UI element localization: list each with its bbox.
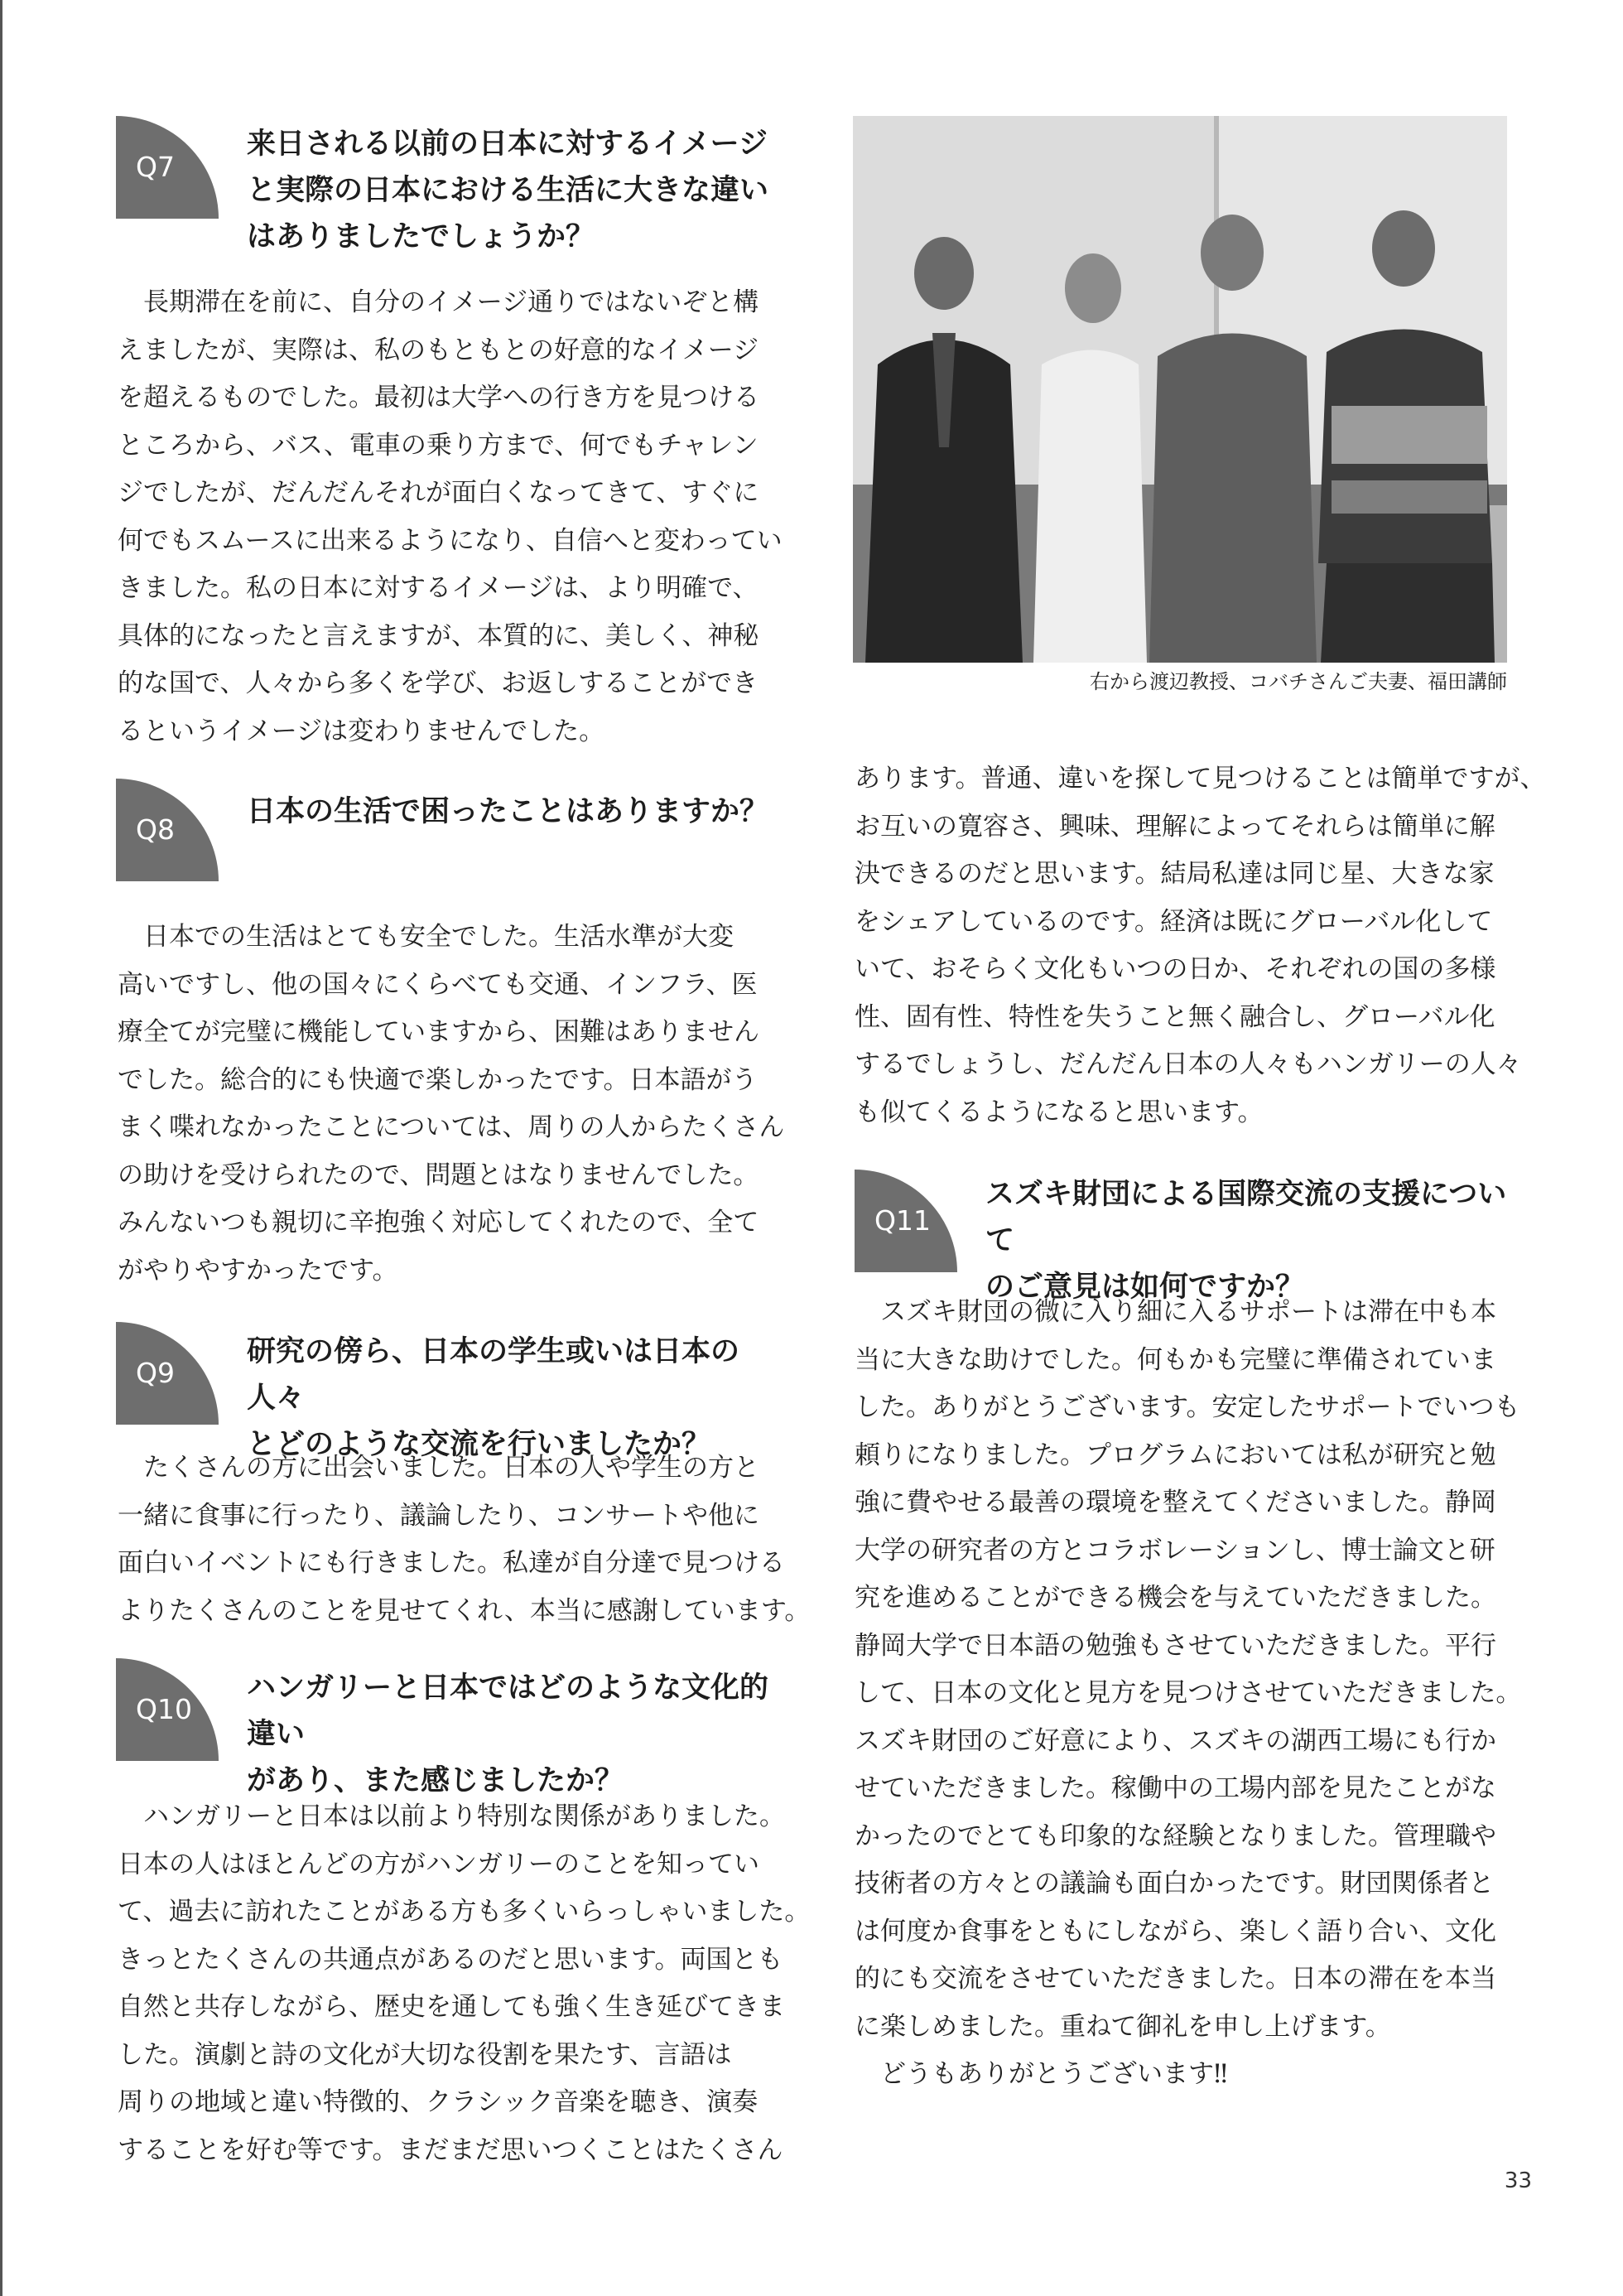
text-line: 静岡大学で日本語の勉強もさせていただきました。平行 [855, 1630, 1496, 1661]
text-line: も似てくるようになると思います。 [855, 1097, 1264, 1127]
text-line: 日本での生活はとても安全でした。生活水準が大変 [143, 922, 734, 952]
text-line: 自然と共存しながら、歴史を通しても強く生き延びてきま [118, 1992, 785, 2022]
text-line: して、日本の文化と見方を見つけさせていただきました。 [855, 1678, 1522, 1708]
text-line: きました。私の日本に対するイメージは、より明確で、 [118, 573, 759, 603]
text-line: スズキ財団のご好意により、スズキの湖西工場にも行か [855, 1725, 1496, 1756]
text-line: 高いですし、他の国々にくらべても交通、インフラ、医 [118, 969, 758, 1000]
text-line: の助けを受けられたので、問題とはなりませんでした。 [118, 1160, 759, 1190]
badge-label: Q8 [136, 813, 175, 846]
text-line: 当に大きな助けでした。何もかも完璧に準備されていま [855, 1344, 1496, 1375]
question-badge-q9 [116, 1322, 219, 1425]
text-line: するでしょうし、だんだん日本の人々もハンガリーの人々 [855, 1049, 1522, 1079]
title-line: ハンガリーと日本ではどのような文化的違い [247, 1671, 769, 1751]
text-line: に楽しめました。重ねて御礼を申し上げます。 [855, 2011, 1391, 2042]
text-line: 技術者の方々との議論も面白かったです。財団関係者と [855, 1869, 1495, 1898]
badge-label: Q11 [874, 1204, 931, 1237]
text-line: まく喋れなかったことについては、周りの人からたくさん [118, 1112, 785, 1142]
text-line: 具体的になったと言えますが、本質的に、美しく、神秘 [118, 620, 759, 651]
title-line: はありましたでしょうか？ [247, 220, 595, 253]
text-line: 性、固有性、特性を失うこと無く融合し、グローバル化 [855, 1001, 1495, 1032]
text-line: あります。普通、違いを探して見つけることは簡単ですが、 [855, 764, 1546, 793]
text-line: て、過去に訪れたことがある方も多くいらっしゃいました。 [118, 1897, 811, 1927]
answer-q11 [855, 1289, 1522, 2099]
text-line: ところから、バス、電車の乗り方まで、何でもチャレン [118, 430, 759, 461]
answer-q10 [118, 1793, 811, 2174]
text-line: でした。総合的にも快適で楽しかったです。日本語がう [118, 1064, 758, 1095]
title-line: と実際の日本における生活に大きな違い [247, 174, 769, 207]
group-photo-image [853, 116, 1507, 663]
text-line: 頼りになりました。プログラムにおいては私が研究と勉 [855, 1440, 1496, 1470]
text-line: がやりやすかったです。 [118, 1255, 398, 1285]
question-badge-q7 [116, 116, 219, 219]
answer-q8 [118, 914, 785, 1295]
text-line: 的にも交流をさせていただきました。日本の滞在を本当 [855, 1964, 1496, 1994]
badge-label: Q10 [136, 1693, 192, 1725]
text-line: 面白いイベントにも行きました。私達が自分達で見つける [118, 1548, 785, 1578]
group-photo [853, 116, 1507, 663]
text-line: いて、おそらく文化もいつの日か、それぞれの国の多様 [855, 954, 1496, 984]
text-line: よりたくさんのことを見せてくれ、本当に感謝しています。 [118, 1595, 811, 1626]
text-line: えましたが、実際は、私のもともとの好意的なイメージ [118, 335, 759, 365]
question-title-q8 [247, 789, 793, 835]
text-line: 強に費やせる最善の環境を整えてくださいました。静岡 [855, 1488, 1496, 1517]
text-line: 大学の研究者の方とコラボレーションし、博士論文と研 [855, 1535, 1495, 1565]
text-line: たくさんの方に出会いました。日本の人や学生の方と [143, 1453, 759, 1483]
title-line: のご意見は如何ですか？ [985, 1271, 1305, 1304]
photo-caption: 右から渡辺教授、コバチさんご夫妻、福田講師 [1090, 670, 1507, 693]
title-line: 研究の傍ら、日本の学生或いは日本の人々 [247, 1335, 740, 1415]
badge-label: Q9 [136, 1357, 175, 1389]
title-line: があり、また感じましたか？ [247, 1764, 624, 1797]
text-line: 日本の人はほとんどの方がハンガリーのことを知ってい [118, 1849, 759, 1879]
text-line: 決できるのだと思います。結局私達は同じ星、大きな家 [855, 859, 1495, 889]
text-line: した。演劇と詩の文化が大切な役割を果たす、言語は [118, 2039, 732, 2070]
title-line: 来日される以前の日本に対するイメージ [247, 128, 768, 161]
page-edge-line [0, 0, 2, 2296]
text-line: かったのでとても印象的な経験となりました。管理職や [855, 1821, 1496, 1851]
text-line: どうもありがとうございます‼ [880, 2059, 1228, 2089]
answer-q10-continued [855, 755, 1546, 1136]
question-badge-q8 [116, 779, 219, 881]
text-line: 一緒に食事に行ったり、議論したり、コンサートや他に [118, 1500, 759, 1531]
text-line: 究を進めることができる機会を与えていただきました。 [855, 1583, 1496, 1613]
text-line: お互いの寛容さ、興味、理解によってそれらは簡単に解 [855, 811, 1495, 842]
text-line: することを好む等です。まだまだ思いつくことはたくさん [118, 2134, 783, 2165]
text-line: 周りの地域と違い特徴的、クラシック音楽を聴き、演奏 [118, 2087, 759, 2117]
title-line: スズキ財団による国際交流の支援について [985, 1178, 1507, 1257]
text-line: きっとたくさんの共通点があるのだと思います。両国とも [118, 1944, 783, 1975]
title-line: とどのような交流を行いましたか？ [247, 1428, 711, 1461]
answer-q7 [118, 279, 783, 755]
question-title-q7 [247, 121, 793, 260]
text-line: をシェアしているのです。経済は既にグローバル化して [855, 906, 1493, 937]
question-title-q10 [247, 1665, 793, 1804]
page-number: 33 [1504, 2168, 1532, 2193]
answer-q9 [118, 1445, 811, 1635]
text-line: るというイメージは変わりませんでした。 [118, 716, 605, 746]
text-line: 何でもスムースに出来るようになり、自信へと変わってい [118, 525, 783, 556]
text-line: ハンガリーと日本は以前より特別な関係がありました。 [143, 1802, 785, 1831]
text-line: みんないつも親切に辛抱強く対応してくれたので、全て [118, 1208, 759, 1237]
text-line: は何度か食事をともにしながら、楽しく語り合い、文化 [855, 1916, 1496, 1946]
text-line: スズキ財団の微に入り細に入るサポートは滞在中も本 [880, 1297, 1496, 1327]
badge-label: Q7 [136, 151, 175, 183]
question-badge-q10 [116, 1658, 219, 1761]
text-line: 長期滞在を前に、自分のイメージ通りではないぞと構 [143, 287, 759, 317]
text-line: ジでしたが、だんだんそれが面白くなってきて、すぐに [118, 478, 759, 508]
text-line: を超えるものでした。最初は大学への行き方を見つける [118, 383, 759, 412]
text-line: した。ありがとうございます。安定したサポートでいつも [855, 1392, 1520, 1422]
text-line: 療全てが完璧に機能していますから、困難はありません [118, 1017, 759, 1047]
text-line: せていただきました。稼働中の工場内部を見たことがな [855, 1773, 1496, 1803]
question-badge-q11 [855, 1170, 957, 1272]
text-line: 的な国で、人々から多くを学び、お返しすることができ [118, 668, 759, 698]
title-line: 日本の生活で困ったことはありますか？ [247, 795, 769, 828]
